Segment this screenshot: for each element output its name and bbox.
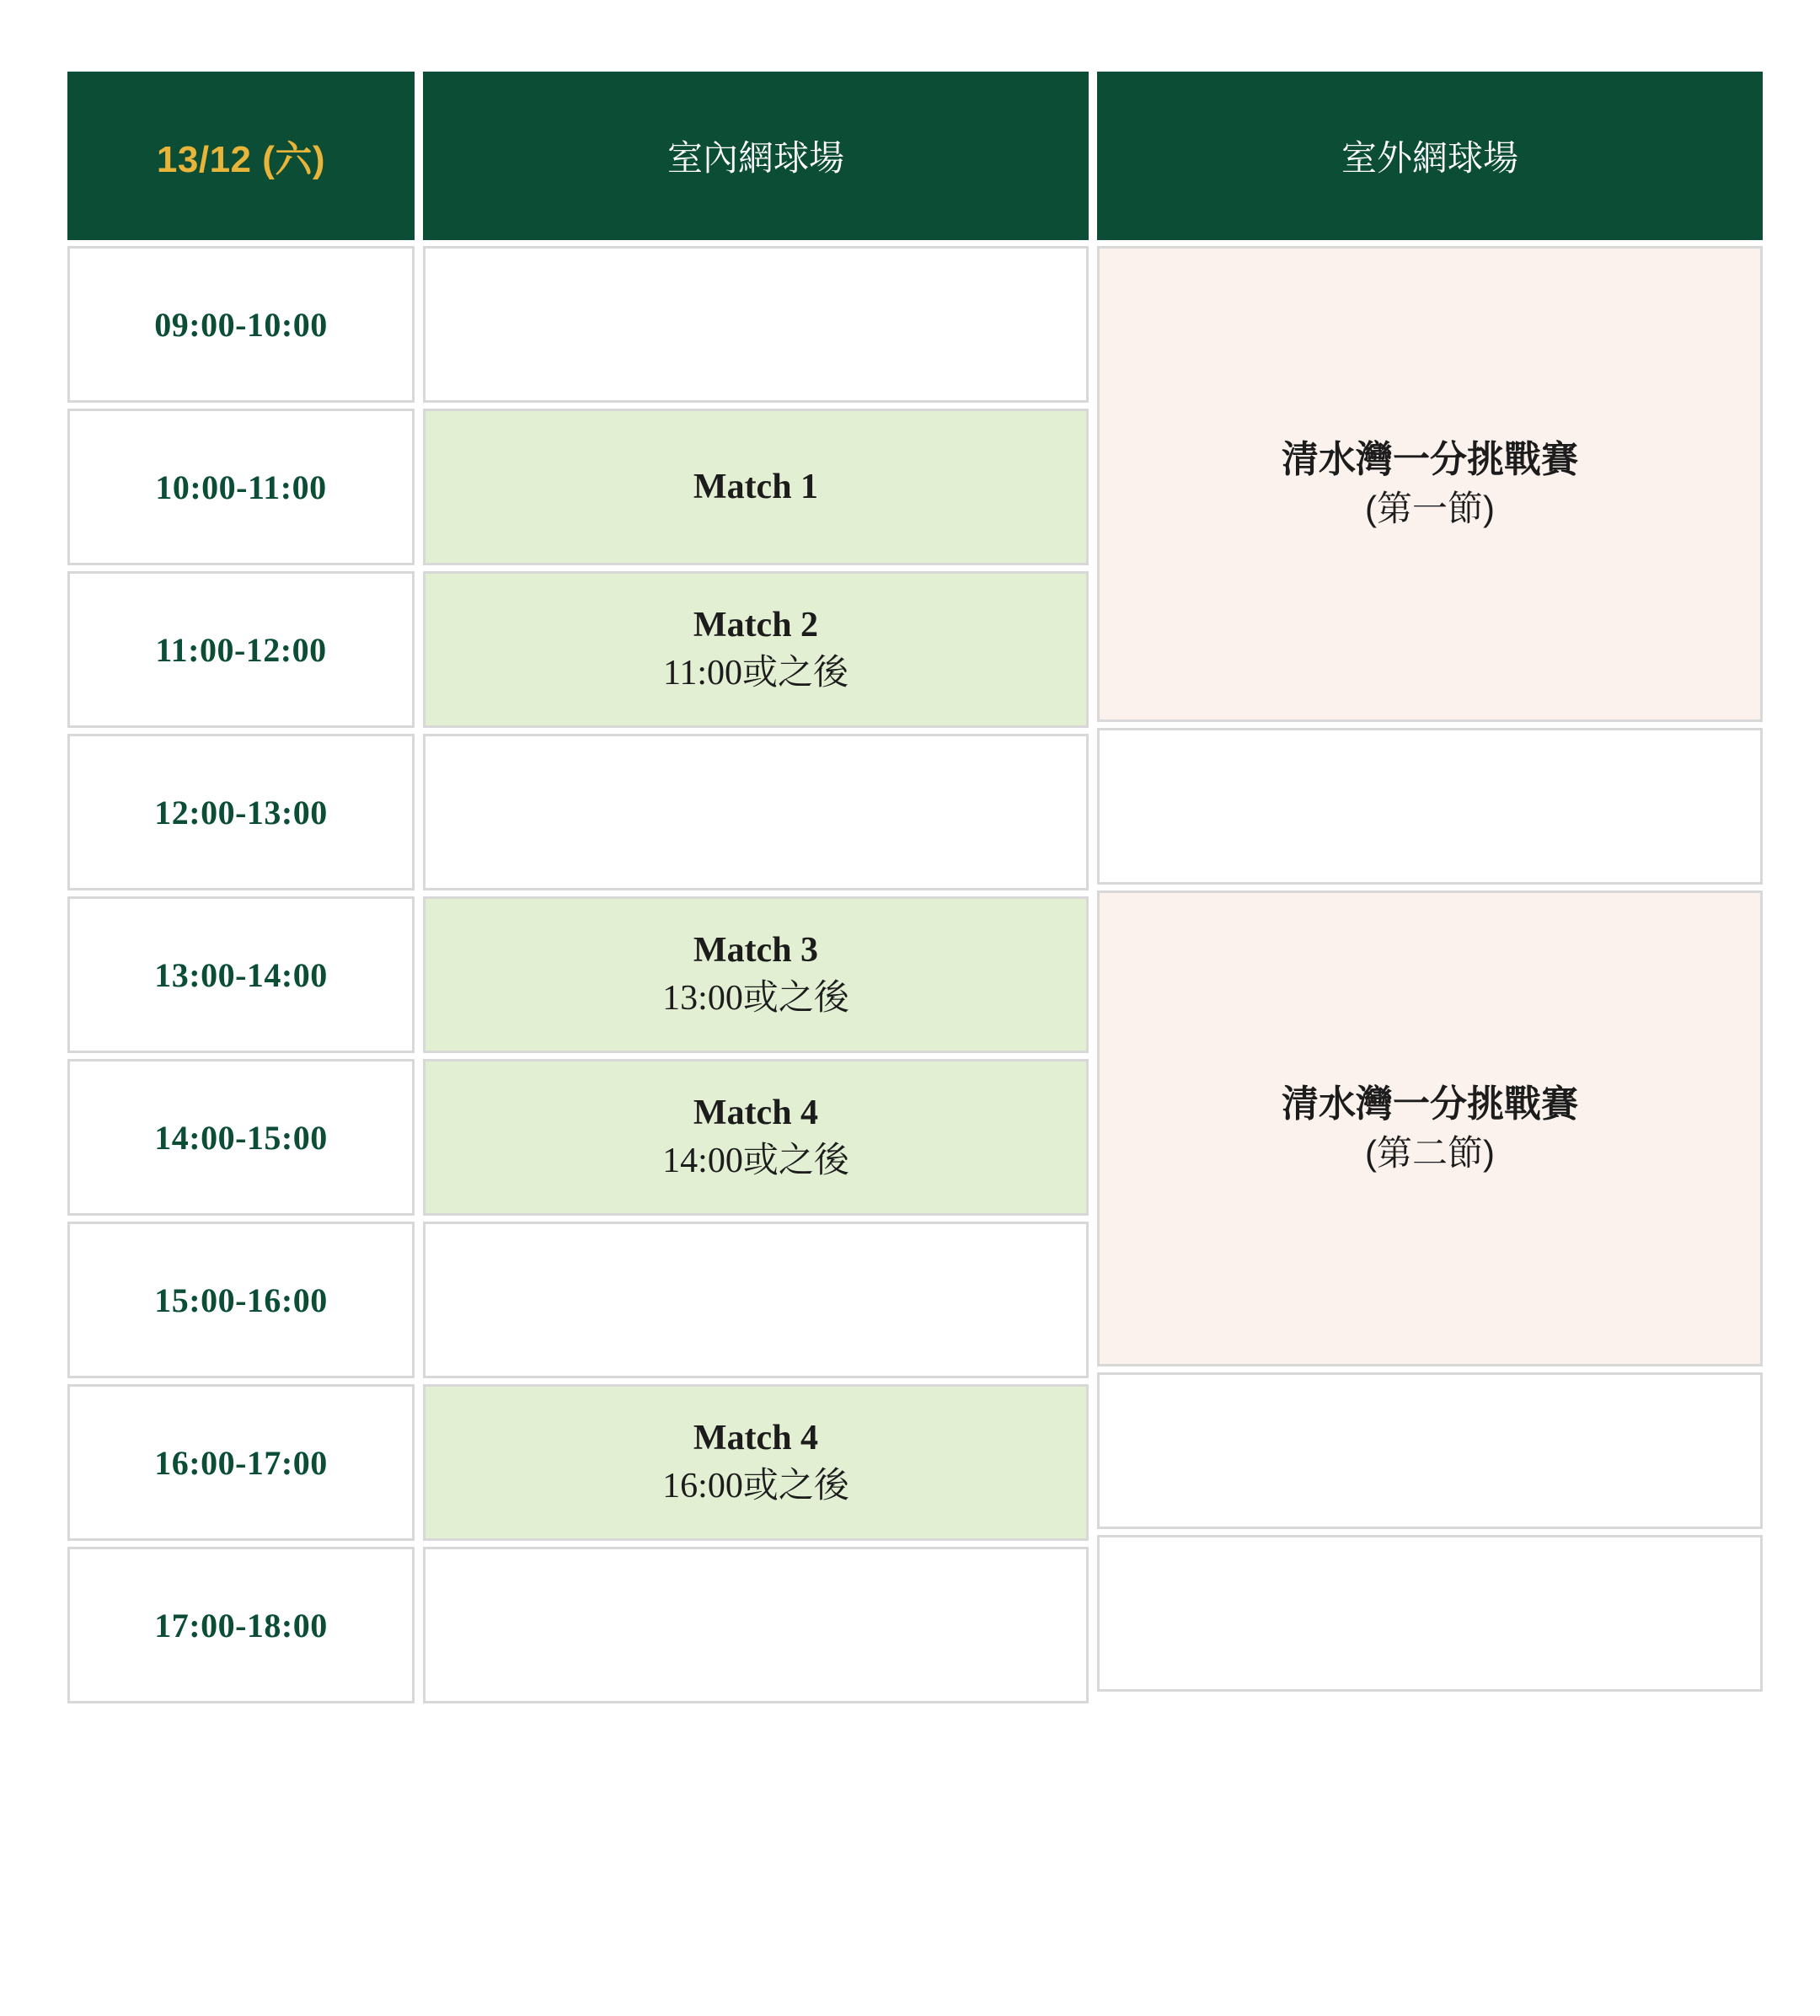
time-slot: 15:00-16:00 <box>67 1222 415 1378</box>
time-slot: 16:00-17:00 <box>67 1384 415 1541</box>
outdoor-column <box>1097 246 1763 1709</box>
header-indoor-court: 室內網球場 <box>423 72 1089 240</box>
outdoor-event-subtitle: (第一節) <box>1365 488 1495 528</box>
outdoor-slot-empty <box>1097 1372 1763 1529</box>
outdoor-slot-empty <box>1097 728 1763 885</box>
match-title: Match 3 <box>693 931 819 971</box>
time-column <box>67 246 415 1709</box>
header-outdoor-court: 室外網球場 <box>1097 72 1763 240</box>
indoor-slot-empty <box>423 734 1089 890</box>
match-title: Match 1 <box>693 467 819 506</box>
indoor-slot-empty <box>423 1222 1089 1378</box>
header-spacer <box>423 240 1089 246</box>
match-subtitle: 13:00或之後 <box>662 979 849 1018</box>
indoor-slot-match[interactable] <box>423 409 1089 565</box>
indoor-slot-match[interactable] <box>423 1059 1089 1216</box>
indoor-slot-match[interactable] <box>423 571 1089 728</box>
indoor-slot-match[interactable] <box>423 896 1089 1053</box>
outdoor-event-title: 清水灣一分挑戰賽 <box>1282 1083 1578 1126</box>
schedule-grid <box>67 72 1753 1709</box>
outdoor-slot-empty <box>1097 1535 1763 1692</box>
match-subtitle: 14:00或之後 <box>662 1142 849 1180</box>
time-slot: 09:00-10:00 <box>67 246 415 403</box>
outdoor-event-block[interactable] <box>1097 890 1763 1366</box>
indoor-slot-empty <box>423 246 1089 403</box>
match-title: Match 2 <box>693 606 819 645</box>
outdoor-event-title: 清水灣一分挑戰賽 <box>1282 439 1578 481</box>
time-slot: 13:00-14:00 <box>67 896 415 1053</box>
indoor-column <box>423 246 1089 1709</box>
match-subtitle: 16:00或之後 <box>662 1467 849 1505</box>
indoor-slot-empty <box>423 1547 1089 1703</box>
header-spacer <box>67 240 415 246</box>
outdoor-event-block[interactable] <box>1097 246 1763 722</box>
time-slot: 10:00-11:00 <box>67 409 415 565</box>
outdoor-event-subtitle: (第二節) <box>1365 1132 1495 1173</box>
time-slot: 17:00-18:00 <box>67 1547 415 1703</box>
time-slot: 12:00-13:00 <box>67 734 415 890</box>
indoor-slot-match[interactable] <box>423 1384 1089 1541</box>
header-date: 13/12 (六) <box>67 72 415 240</box>
header-spacer <box>1097 240 1763 246</box>
match-title: Match 4 <box>693 1419 819 1458</box>
time-slot: 11:00-12:00 <box>67 571 415 728</box>
match-subtitle: 11:00或之後 <box>662 654 849 692</box>
match-title: Match 4 <box>693 1094 819 1133</box>
time-slot: 14:00-15:00 <box>67 1059 415 1216</box>
